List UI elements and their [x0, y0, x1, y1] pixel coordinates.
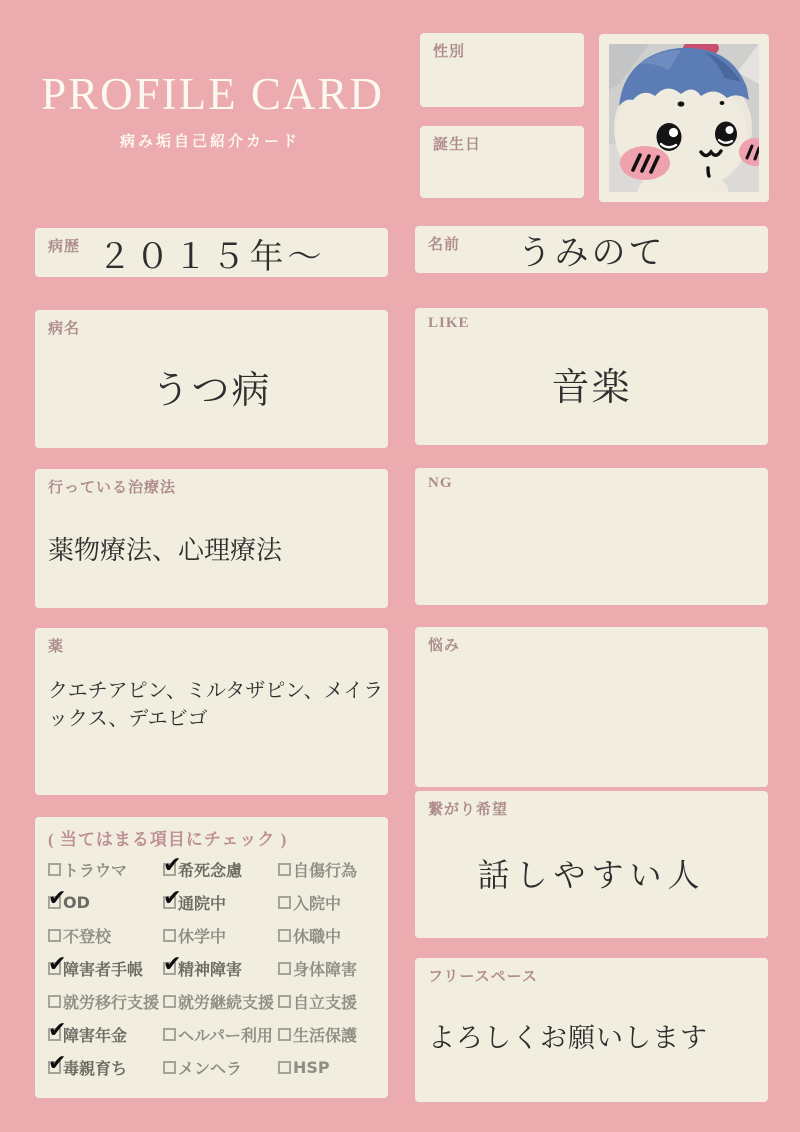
checklist-item-label: 自傷行為: [293, 861, 358, 880]
field-name-value: うみのて: [517, 233, 666, 273]
checklist-grid: [48, 853, 382, 1084]
checklist-item-20: [278, 1058, 382, 1077]
checklist-item-5: [278, 891, 382, 914]
check-mark-icon: ✔: [163, 853, 182, 878]
field-gender-value: [420, 33, 584, 107]
field-medications-label: 薬: [48, 639, 65, 655]
checkbox-unchecked[interactable]: [278, 995, 291, 1008]
checklist-item-label: 自立支援: [293, 993, 358, 1012]
checklist-item-3: [48, 886, 163, 912]
checkbox-unchecked[interactable]: [278, 896, 291, 909]
check-mark-icon: ✔: [163, 886, 182, 911]
field-connection-wish-label: 繋がり希望: [428, 802, 509, 818]
checkbox-unchecked[interactable]: [163, 1028, 176, 1041]
field-like-value: 音楽: [551, 365, 632, 409]
photo-frame: [599, 34, 769, 202]
checkbox-unchecked[interactable]: [163, 1061, 176, 1074]
field-illness-name-value: うつ病: [151, 367, 272, 412]
checkbox-unchecked[interactable]: [48, 995, 61, 1008]
checklist-item-11: [278, 957, 382, 980]
checklist-item-7: [163, 924, 278, 947]
checklist-item-label: 就労移行支援: [63, 993, 160, 1012]
checklist-item-13: [163, 990, 278, 1013]
checkbox-unchecked[interactable]: [278, 1061, 291, 1074]
field-illness-name: [35, 310, 388, 448]
checklist-item-label: 休職中: [293, 927, 342, 946]
check-mark-icon: ✔: [163, 952, 182, 977]
field-worries-label: 悩み: [428, 638, 461, 654]
checklist-box: [35, 817, 388, 1098]
check-mark-icon: ✔: [48, 952, 67, 977]
checklist-item-label: 障害年金: [63, 1026, 128, 1045]
checkbox-checked[interactable]: [163, 853, 182, 878]
field-name: [415, 226, 768, 273]
checklist-item-label: 希死念慮: [178, 861, 243, 880]
field-medical-history-value: ２０１５年〜: [97, 237, 326, 277]
checklist-item-17: [278, 1023, 382, 1046]
checklist-item-label: 不登校: [63, 927, 112, 946]
checklist-item-label: 入院中: [293, 894, 342, 913]
check-mark-icon: ✔: [48, 1051, 67, 1076]
field-birthday-label: 誕生日: [433, 137, 482, 153]
page-subtitle: 病み垢自己紹介カード: [119, 134, 300, 150]
checkbox-unchecked[interactable]: [48, 929, 61, 942]
checklist-item-label: HSP: [293, 1058, 330, 1077]
hachiware-plush-photo: [609, 44, 759, 192]
checklist-item-4: [163, 886, 278, 914]
field-ng: [415, 468, 768, 605]
field-like-label: LIKE: [428, 315, 470, 331]
field-ng-label: NG: [428, 475, 453, 491]
checklist-item-18: [48, 1051, 163, 1079]
checkbox-checked[interactable]: [163, 952, 182, 977]
checklist-item-8: [278, 924, 382, 947]
checkbox-checked[interactable]: [48, 886, 67, 911]
checkbox-unchecked[interactable]: [48, 863, 61, 876]
checklist-item-0: [48, 858, 163, 881]
field-connection-wish-value: 話しやすい人: [477, 855, 706, 894]
checklist-item-label: ヘルパー利用: [178, 1026, 273, 1045]
field-gender: [420, 33, 584, 107]
checklist-item-label: 休学中: [178, 927, 227, 946]
checklist-item-label: 身体障害: [293, 960, 358, 979]
checklist-item-label: 通院中: [178, 894, 227, 913]
checklist-item-label: 毒親育ち: [63, 1059, 128, 1078]
checklist-item-label: 生活保護: [293, 1026, 358, 1045]
checklist-item-label: 就労継続支援: [178, 993, 275, 1012]
field-ng-value: [415, 468, 768, 605]
field-medications: [35, 628, 388, 795]
checklist-item-9: [48, 952, 163, 980]
checklist-item-6: [48, 924, 163, 947]
field-like: [415, 308, 768, 445]
checklist-item-19: [163, 1056, 278, 1079]
checklist-item-15: [48, 1018, 163, 1046]
checklist-item-label: トラウマ: [63, 861, 128, 880]
field-name-label: 名前: [428, 237, 461, 253]
field-treatments-label: 行っている治療法: [48, 480, 177, 496]
checklist-header: ( 当てはまる項目にチェック ): [48, 830, 288, 849]
checkbox-unchecked[interactable]: [278, 929, 291, 942]
checkbox-checked[interactable]: [48, 1018, 67, 1043]
checkbox-checked[interactable]: [48, 1051, 67, 1076]
checklist-item-label: 障害者手帳: [63, 960, 144, 979]
page-title: PROFILE CARD: [41, 69, 384, 119]
field-gender-label: 性別: [433, 44, 466, 60]
checkbox-checked[interactable]: [163, 886, 182, 911]
checklist-item-2: [278, 858, 382, 881]
check-mark-icon: ✔: [48, 886, 67, 911]
field-free-space-value: よろしくお願いします: [428, 1023, 708, 1054]
field-free-space-label: フリースペース: [428, 969, 538, 985]
field-medications-value: クエチアピン、ミルタザピン、メイラックス、デエビゴ: [48, 678, 384, 730]
field-connection-wish: [415, 791, 768, 938]
field-worries-value: [415, 627, 768, 787]
field-medical-history-label: 病歴: [48, 239, 81, 255]
field-free-space: [415, 958, 768, 1102]
checkbox-unchecked[interactable]: [278, 1028, 291, 1041]
checkbox-unchecked[interactable]: [163, 995, 176, 1008]
checklist-item-label: 精神障害: [178, 960, 243, 979]
checkbox-unchecked[interactable]: [278, 863, 291, 876]
field-medical-history: [35, 228, 388, 277]
checklist-item-1: [163, 853, 278, 881]
checklist-item-14: [278, 990, 382, 1013]
checklist-item-10: [163, 952, 278, 980]
checkbox-checked[interactable]: [48, 952, 67, 977]
field-treatments: [35, 469, 388, 608]
checklist-item-12: [48, 990, 163, 1013]
field-illness-name-label: 病名: [48, 321, 81, 337]
checklist-item-label: OD: [63, 893, 90, 912]
field-worries: [415, 627, 768, 787]
field-treatments-value: 薬物療法、心理療法: [48, 536, 283, 566]
checkbox-unchecked[interactable]: [278, 962, 291, 975]
checklist-item-label: メンヘラ: [178, 1059, 243, 1078]
check-mark-icon: ✔: [48, 1018, 67, 1043]
checkbox-unchecked[interactable]: [163, 929, 176, 942]
checklist-item-16: [163, 1023, 278, 1046]
field-birthday-value: [420, 126, 584, 198]
field-birthday: [420, 126, 584, 198]
